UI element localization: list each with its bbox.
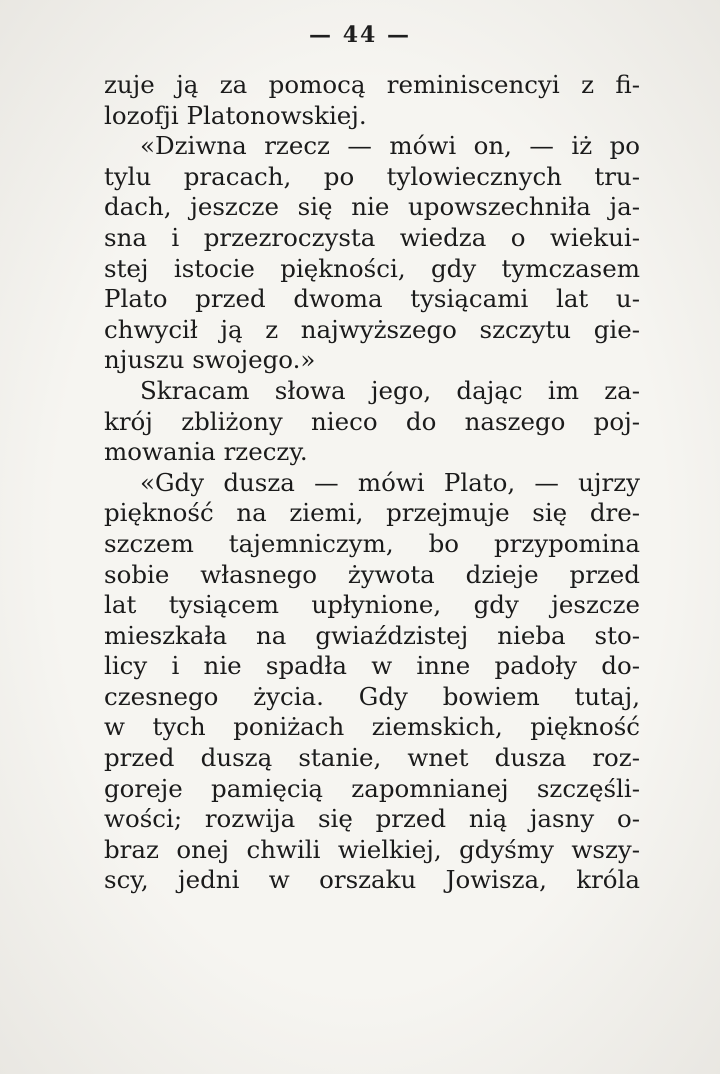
text-line: stej istocie piękności, gdy tymczasem [104,253,640,283]
text-line: krój zbliżony nieco do naszego poj- [104,406,640,436]
text-line: sna i przezroczysta wiedza o wiekui- [104,222,640,252]
text-line: njuszu swojego.» [104,345,316,375]
body-text [104,70,640,896]
text-line: piękność na ziemi, przejmuje się dre- [104,498,640,528]
text-line: braz onej chwili wielkiej, gdyśmy wszy- [104,834,640,864]
text-line: chwycił ją z najwyższego szczytu gie- [104,314,640,344]
text-line: czesnego życia. Gdy bowiem tutaj, [104,681,640,711]
text-line: przed duszą stanie, wnet dusza roz- [104,743,640,773]
text-line: goreje pamięcią zapomnianej szczęśli- [104,773,640,803]
text-line: mieszkała na gwiaździstej nieba sto- [104,620,640,650]
text-line: «Dziwna rzecz — mówi on, — iż po [140,131,640,161]
text-line: szczem tajemniczym, bo przypomina [104,528,640,558]
text-line: wości; rozwija się przed nią jasny o- [104,804,640,834]
text-line: licy i nie spadła w inne padoły do- [104,651,640,681]
text-line: tylu pracach, po tylowiecznych tru- [104,161,640,191]
text-line: Plato przed dwoma tysiącami lat u- [104,284,640,314]
text-line: zuje ją za pomocą reminiscencyi z fi- [104,70,640,99]
text-line: lat tysiącem upłynione, gdy jeszcze [104,590,640,620]
text-line: w tych poniżach ziemskich, piękność [104,712,640,742]
text-line: lozofji Platonowskiej. [104,100,367,130]
text-line: scy, jedni w orszaku Jowisza, króla [104,865,640,895]
text-line: dach, jeszcze się nie upowszechniła ja- [104,192,640,222]
text-line: «Gdy dusza — mówi Plato, — ujrzy [140,467,640,497]
text-line: Skracam słowa jego, dając im za- [140,375,640,405]
text-line: sobie własnego żywota dzieje przed [104,559,640,589]
page-number: — 44 — [309,22,411,48]
text-line: mowania rzeczy. [104,437,308,467]
